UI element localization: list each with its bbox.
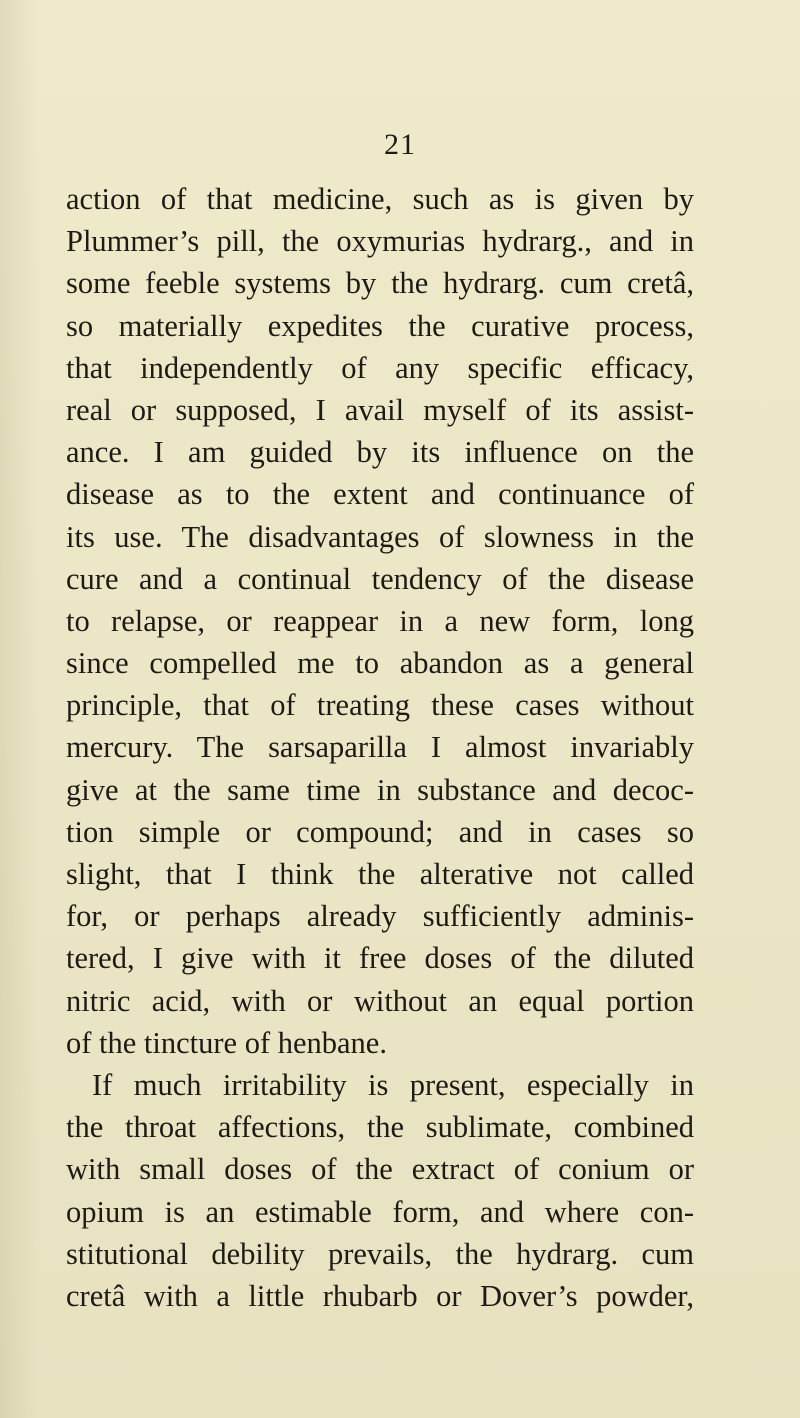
text-line: that independently of any specific efficacy, — [66, 350, 694, 385]
text-line: cretâ with a little rhubarb or Dover’s powder, — [66, 1278, 694, 1313]
text-line: to relapse, or reappear in a new form, long — [66, 603, 694, 638]
text-line: its use. The disadvantages of slowness in the — [66, 519, 694, 554]
text-line: principle, that of treating these cases without — [66, 688, 694, 723]
text-line: give at the same time in substance and decoc- — [66, 772, 694, 807]
text-line: some feeble systems by the hydrarg. cum cretâ, — [66, 266, 694, 301]
text-line: so materially expedites the curative process, — [66, 308, 694, 343]
text-line: If much irritability is present, especially in — [92, 1067, 694, 1102]
text-line: for, or perhaps already sufficiently adminis- — [66, 899, 694, 934]
text-line: action of that medicine, such as is given by — [66, 182, 694, 216]
page-number: 21 — [384, 128, 416, 161]
text-line: mercury. The sarsaparilla I almost invariably — [66, 730, 694, 765]
text-line: stitutional debility prevails, the hydrarg. cum — [66, 1236, 694, 1271]
text-line: cure and a continual tendency of the disease — [66, 561, 694, 596]
body-text — [66, 178, 694, 1317]
text-line: real or supposed, I avail myself of its assist- — [66, 392, 694, 427]
text-line: the throat affections, the sublimate, combined — [66, 1110, 694, 1145]
text-line: opium is an estimable form, and where con- — [66, 1194, 694, 1229]
text-line: ance. I am guided by its influence on the — [66, 435, 694, 470]
text-line: since compelled me to abandon as a general — [66, 646, 694, 681]
text-line: disease as to the extent and continuance of — [66, 477, 694, 512]
text-line: with small doses of the extract of conium or — [66, 1152, 694, 1187]
text-line: tion simple or compound; and in cases so — [66, 814, 694, 849]
text-line: Plummer’s pill, the oxymurias hydrarg., and in — [66, 224, 694, 259]
text-line: nitric acid, with or without an equal portion — [66, 983, 694, 1018]
text-line: tered, I give with it free doses of the diluted — [66, 941, 694, 976]
text-line: slight, that I think the alterative not called — [66, 857, 694, 891]
text-line: of the tincture of henbane. — [66, 1025, 387, 1060]
